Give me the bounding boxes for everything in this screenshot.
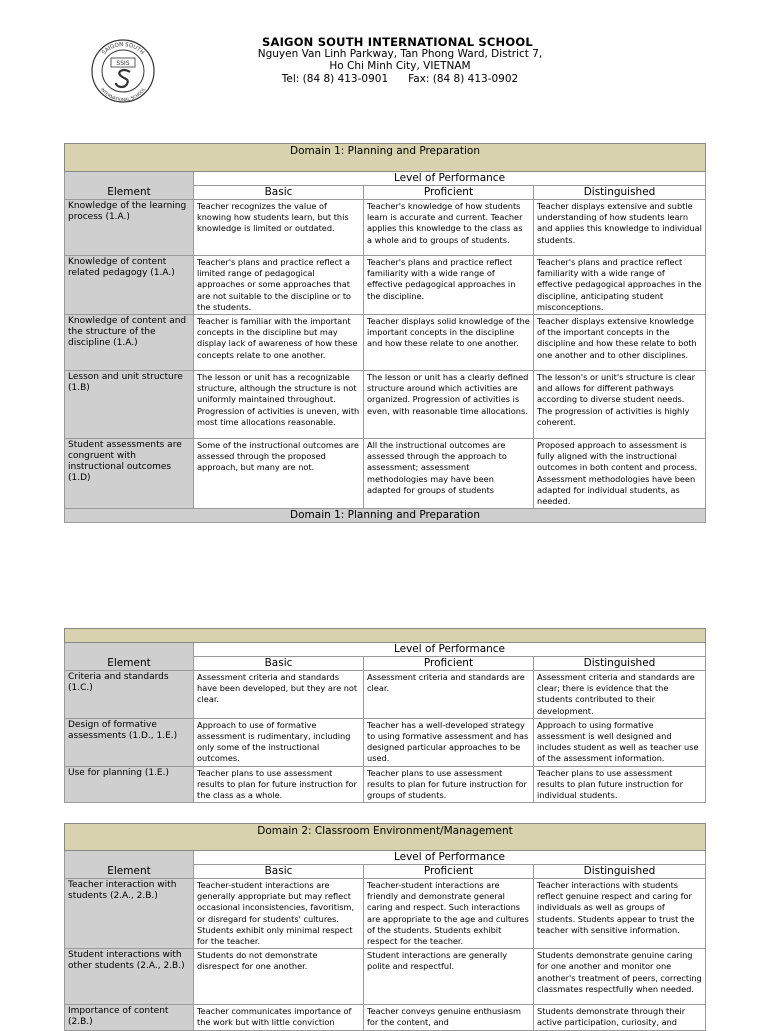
basic-cell: Teacher plans to use assessment results to plan for future instruction for the class as a whole. (194, 766, 364, 803)
level-of-performance-header: Level of Performance (194, 172, 706, 186)
element-cell: Lesson and unit structure (1.B) (65, 371, 194, 439)
proficient-cell: Teacher has a well-developed strategy to using formative assessment and has designed particular approaches to be used. (364, 718, 534, 766)
basic-cell: Teacher's plans and practice reflect a limited range of pedagogical approaches or some approaches that are not suitable to the discipline or to the students. (194, 256, 364, 315)
basic-cell: Teacher is familiar with the important concepts in the discipline but may display lack of awareness of how these concepts relate to one another. (194, 315, 364, 371)
basic-header: Basic (194, 657, 364, 671)
element-header: Element (65, 643, 194, 671)
table-row (65, 671, 706, 719)
proficient-cell: Student interactions are generally polite and respectful. (364, 949, 534, 1005)
basic-cell: Teacher communicates importance of the work but with little conviction (194, 1005, 364, 1030)
level-of-performance-header: Level of Performance (194, 643, 706, 657)
table-row (65, 200, 706, 256)
table-row (65, 256, 706, 315)
element-cell: Criteria and standards (1.C.) (65, 671, 194, 719)
proficient-cell: Teacher-student interactions are friendly and demonstrate general caring and respect. Such interactions are appropriate to the age and cultures of the students. Students exhibit respect for the teacher. (364, 879, 534, 949)
basic-cell: Assessment criteria and standards have been developed, but they are not clear. (194, 671, 364, 719)
svg-text:SAIGON SOUTH: SAIGON SOUTH (101, 41, 145, 57)
proficient-cell: The lesson or unit has a clearly defined structure around which activities are organized. Progression of activities is even, with reasonable time allocations. (364, 371, 534, 439)
address-line-2: Ho Chi Minh City, VIETNAM (329, 60, 471, 72)
distinguished-cell: Teacher's plans and practice reflect familiarity with a wide range of effective pedagogical approaches in the discipline, anticipating student misconceptions. (534, 256, 706, 315)
proficient-cell: Assessment criteria and standards are clear. (364, 671, 534, 719)
table-row (65, 315, 706, 371)
rubric-table-domain-2 (64, 823, 706, 1031)
element-header: Element (65, 851, 194, 879)
basic-cell: Students do not demonstrate disrespect for one another. (194, 949, 364, 1005)
svg-text:INTERNATIONAL SCHOOL: INTERNATIONAL SCHOOL (99, 86, 147, 103)
proficient-cell: All the instructional outcomes are assessed through the approach to assessment; assessment methodologies may have been adapted for groups of students (364, 439, 534, 509)
distinguished-cell: Students demonstrate through their active participation, curiosity, and (534, 1005, 706, 1030)
distinguished-cell: The lesson's or unit's structure is clear and allows for different pathways according to diverse student needs. The progression of activities is highly coherent. (534, 371, 706, 439)
distinguished-cell: Teacher plans to use assessment results to plan future instruction for individual students. (534, 766, 706, 803)
distinguished-header: Distinguished (534, 186, 706, 200)
element-cell: Importance of content (2.B.) (65, 1005, 194, 1030)
distinguished-cell: Proposed approach to assessment is fully aligned with the instructional outcomes in both content and process. Assessment methodologies have been adapted for individual students, as needed. (534, 439, 706, 509)
basic-cell: Approach to use of formative assessment is rudimentary, including only some of the instructional outcomes. (194, 718, 364, 766)
distinguished-cell: Assessment criteria and standards are clear; there is evidence that the students contributed to their development. (534, 671, 706, 719)
domain-footer: Domain 1: Planning and Preparation (65, 509, 706, 523)
proficient-header: Proficient (364, 865, 534, 879)
basic-header: Basic (194, 865, 364, 879)
svg-text:SSIS: SSIS (116, 60, 130, 67)
basic-cell: Some of the instructional outcomes are assessed through the proposed approach, but many are not. (194, 439, 364, 509)
basic-cell: Teacher-student interactions are generally appropriate but may reflect occasional inconsistencies, favoritism, or disregard for students' cultures. Students exhibit only minimal respect for the teacher. (194, 879, 364, 949)
distinguished-cell: Teacher interactions with students reflect genuine respect and caring for individuals as well as groups of students. Students appear to trust the teacher with sensitive information. (534, 879, 706, 949)
element-cell: Design of formative assessments (1.D., 1.E.) (65, 718, 194, 766)
table-row (65, 766, 706, 803)
proficient-header: Proficient (364, 657, 534, 671)
table-row (65, 439, 706, 509)
element-cell: Teacher interaction with students (2.A., 2.B.) (65, 879, 194, 949)
rubric-table-assessment (64, 628, 706, 803)
distinguished-cell: Students demonstrate genuine caring for one another and monitor one another's treatment of peers, correcting classmates respectfully when needed. (534, 949, 706, 1005)
table-row (65, 949, 706, 1005)
element-cell: Student interactions with other students (2.A., 2.B.) (65, 949, 194, 1005)
domain-title: Domain 2: Classroom Environment/Management (65, 824, 706, 851)
proficient-cell: Teacher conveys genuine enthusiasm for the content, and (364, 1005, 534, 1030)
element-cell: Knowledge of the learning process (1.A.) (65, 200, 194, 256)
table-row (65, 718, 706, 766)
element-cell: Knowledge of content related pedagogy (1.A.) (65, 256, 194, 315)
proficient-cell: Teacher's plans and practice reflect familiarity with a wide range of effective pedagogical approaches in the discipline. (364, 256, 534, 315)
domain-title: Domain 1: Planning and Preparation (65, 144, 706, 172)
element-cell: Knowledge of content and the structure of the discipline (1.A.) (65, 315, 194, 371)
basic-header: Basic (194, 186, 364, 200)
element-header: Element (65, 172, 194, 200)
table-row (65, 371, 706, 439)
table-row (65, 1005, 706, 1030)
distinguished-header: Distinguished (534, 865, 706, 879)
school-name: SAIGON SOUTH INTERNATIONAL SCHOOL (262, 35, 533, 49)
proficient-header: Proficient (364, 186, 534, 200)
element-cell: Use for planning (1.E.) (65, 766, 194, 803)
element-cell: Student assessments are congruent with instructional outcomes (1.D) (65, 439, 194, 509)
domain-title (65, 629, 706, 643)
basic-cell: Teacher recognizes the value of knowing how students learn, but this knowledge is limited or outdated. (194, 200, 364, 256)
proficient-cell: Teacher plans to use assessment results to plan for future instruction for groups of students. (364, 766, 534, 803)
proficient-cell: Teacher's knowledge of how students learn is accurate and current. Teacher applies this knowledge to the class as a whole and to groups of students. (364, 200, 534, 256)
table-row (65, 879, 706, 949)
level-of-performance-header: Level of Performance (194, 851, 706, 865)
address-line-1: Nguyen Van Linh Parkway, Tan Phong Ward, District 7, (257, 48, 543, 60)
distinguished-cell: Teacher displays extensive and subtle understanding of how students learn and applies this knowledge to individual students. (534, 200, 706, 256)
proficient-cell: Teacher displays solid knowledge of the important concepts in the discipline and how these relate to one another. (364, 315, 534, 371)
distinguished-cell: Approach to using formative assessment is well designed and includes student as well as teacher use of the assessment information. (534, 718, 706, 766)
basic-cell: The lesson or unit has a recognizable structure, although the structure is not uniformly maintained throughout. Progression of activities is uneven, with most time allocations reasonable. (194, 371, 364, 439)
distinguished-cell: Teacher displays extensive knowledge of the important concepts in the discipline and how these relate to both one another and to other disciplines. (534, 315, 706, 371)
contact-line: Tel: (84 8) 413-0901 Fax: (84 8) 413-0902 (281, 73, 519, 85)
rubric-table-domain-1 (64, 143, 706, 523)
distinguished-header: Distinguished (534, 657, 706, 671)
